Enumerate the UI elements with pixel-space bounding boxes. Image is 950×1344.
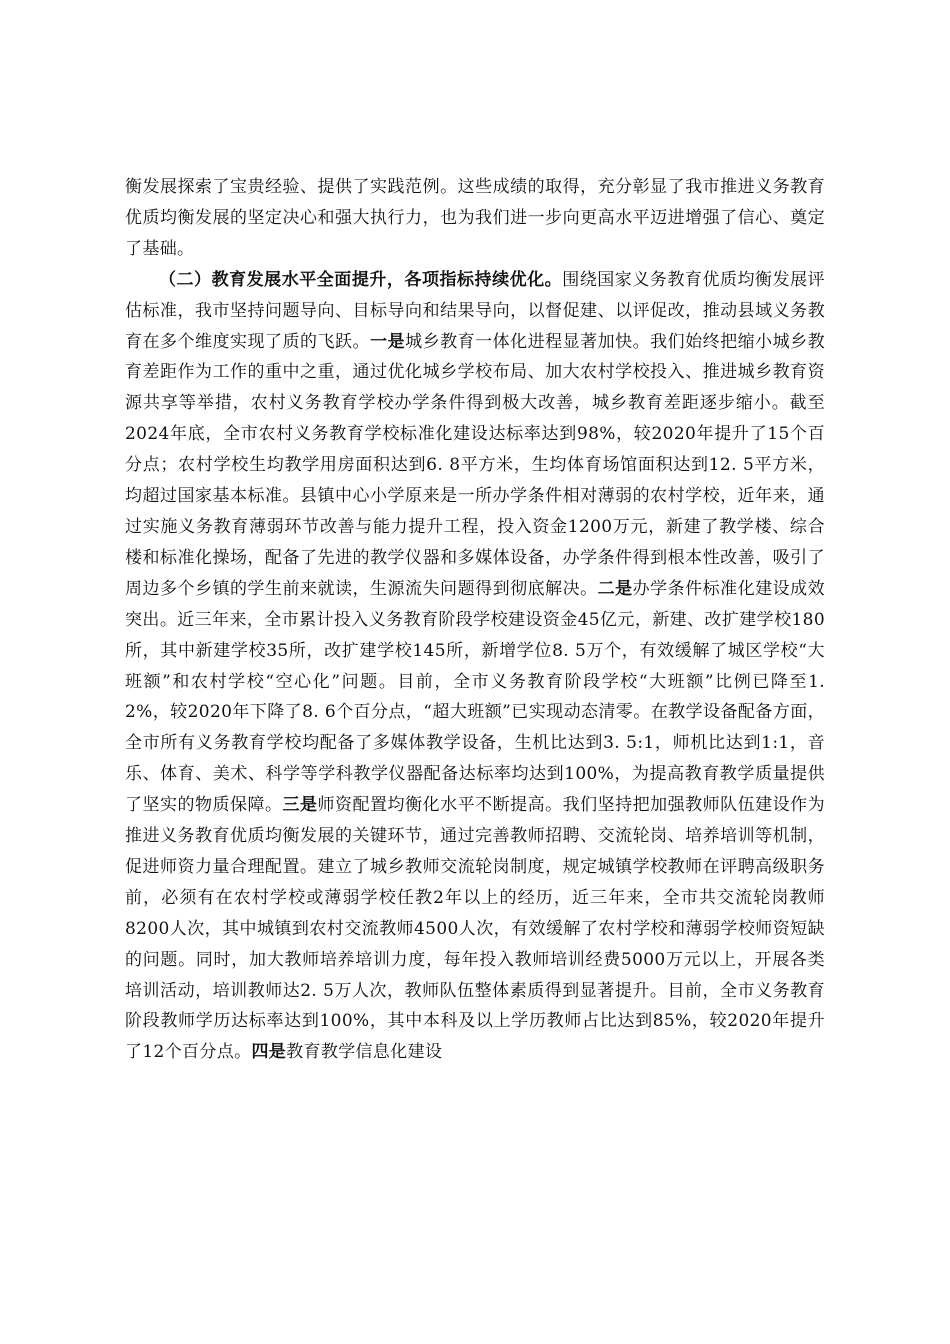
section-heading: （二）教育发展水平全面提升，各项指标持续优化。 <box>159 269 563 290</box>
point-text-3: 师资配置均衡化水平不断提高。我们坚持把加强教师队伍建设作为推进义务教育优质均衡发展的关键环节，通过完善教师招聘、交流轮岗、培养培训等机制，促进师资力量合理配置。建立了城乡教师交流轮岗制度，规定城镇学校教师在评聘高级职务前，必须有在农村学校或薄弱学校任教2年以上的经历，近三年来，全市共交流轮岗教师8200人次，其中城镇到农村交流教师4500人次，有效缓解了农村学校和薄弱学校师资短缺的问题。同时，加大教师培养培训力度，每年投入教师培训经费5000万元以上，开展各类培训活动，培训教师达2. 5万人次，教师队伍整体素质得到显著提升。目前，全市义务教育阶段教师学历达标率达到100%，其中本科及以上学历教师占比达到85%，较2020年提升了12个百分点。 <box>125 795 825 1063</box>
point-text-1: 城乡教育一体化进程显著加快。我们始终把缩小城乡教育差距作为工作的重中之重，通过优化城乡学校布局、加大农村学校投入、推进城乡教育资源共享等举措，农村义务教育学校办学条件得到极大改善，城乡教育差距逐步缩小。截至2024年底，全市农村义务教育学校标准化建设达标率达到98%，较2020年提升了15个百分点；农村学校生均教学用房面积达到6. 8平方米，生均体育场馆面积达到12. 5平方米，均超过国家基本标准。县镇中心小学原来是一所办学条件相对薄弱的农村学校，近年来，通过实施义务教育薄弱环节改善与能力提升工程，投入资金1200万元，新建了教学楼、综合楼和标准化操场，配备了先进的教学仪器和多媒体设备，办学条件得到根本性改善，吸引了周边多个乡镇的学生前来就读，生源流失问题得到彻底解决。 <box>125 331 826 599</box>
point-marker-2: 二是 <box>597 578 633 599</box>
point-text-4: 教育教学信息化建设 <box>286 1042 443 1063</box>
paragraph-section-two <box>125 265 825 1069</box>
point-marker-4: 四是 <box>251 1042 287 1063</box>
point-marker-1: 一是 <box>370 331 406 352</box>
document-body <box>125 172 825 1068</box>
paragraph-continuation <box>125 172 825 265</box>
paragraph-text: 衡发展探索了宝贵经验、提供了实践范例。这些成绩的取得，充分彰显了我市推进义务教育优质均衡发展的坚定决心和强大执行力，也为我们进一步向更高水平迈进增强了信心、奠定了基础。 <box>125 177 825 259</box>
section-intro: 围绕国家义务教育优质均衡发展评估标准，我市坚持问题导向、目标导向和结果导向，以督促建、以评促改，推动县域义务教育在多个维度实现了质的飞跃。 <box>125 269 825 352</box>
point-marker-3: 三是 <box>282 795 318 816</box>
point-text-2: 办学条件标准化建设成效突出。近三年来，全市累计投入义务教育阶段学校建设资金45亿元，新建、改扩建学校180所，其中新建学校35所，改扩建学校145所，新增学位8. 5万个，有效缓解了城区学校“大班额”和农村学校“空心化”问题。目前，全市义务教育阶段学校“大班额”比例已降至1. 2%，较2020年下降了8. 6个百分点，“超大班额”已实现动态清零。在教学设备配备方面，全市所有义务教育学校均配备了多媒体教学设备，生机比达到3. 5:1，师机比达到1:1，音乐、体育、美术、科学等学科教学仪器配备达标率均达到100%，为提高教育教学质量提供了坚实的物质保障。 <box>125 578 825 816</box>
